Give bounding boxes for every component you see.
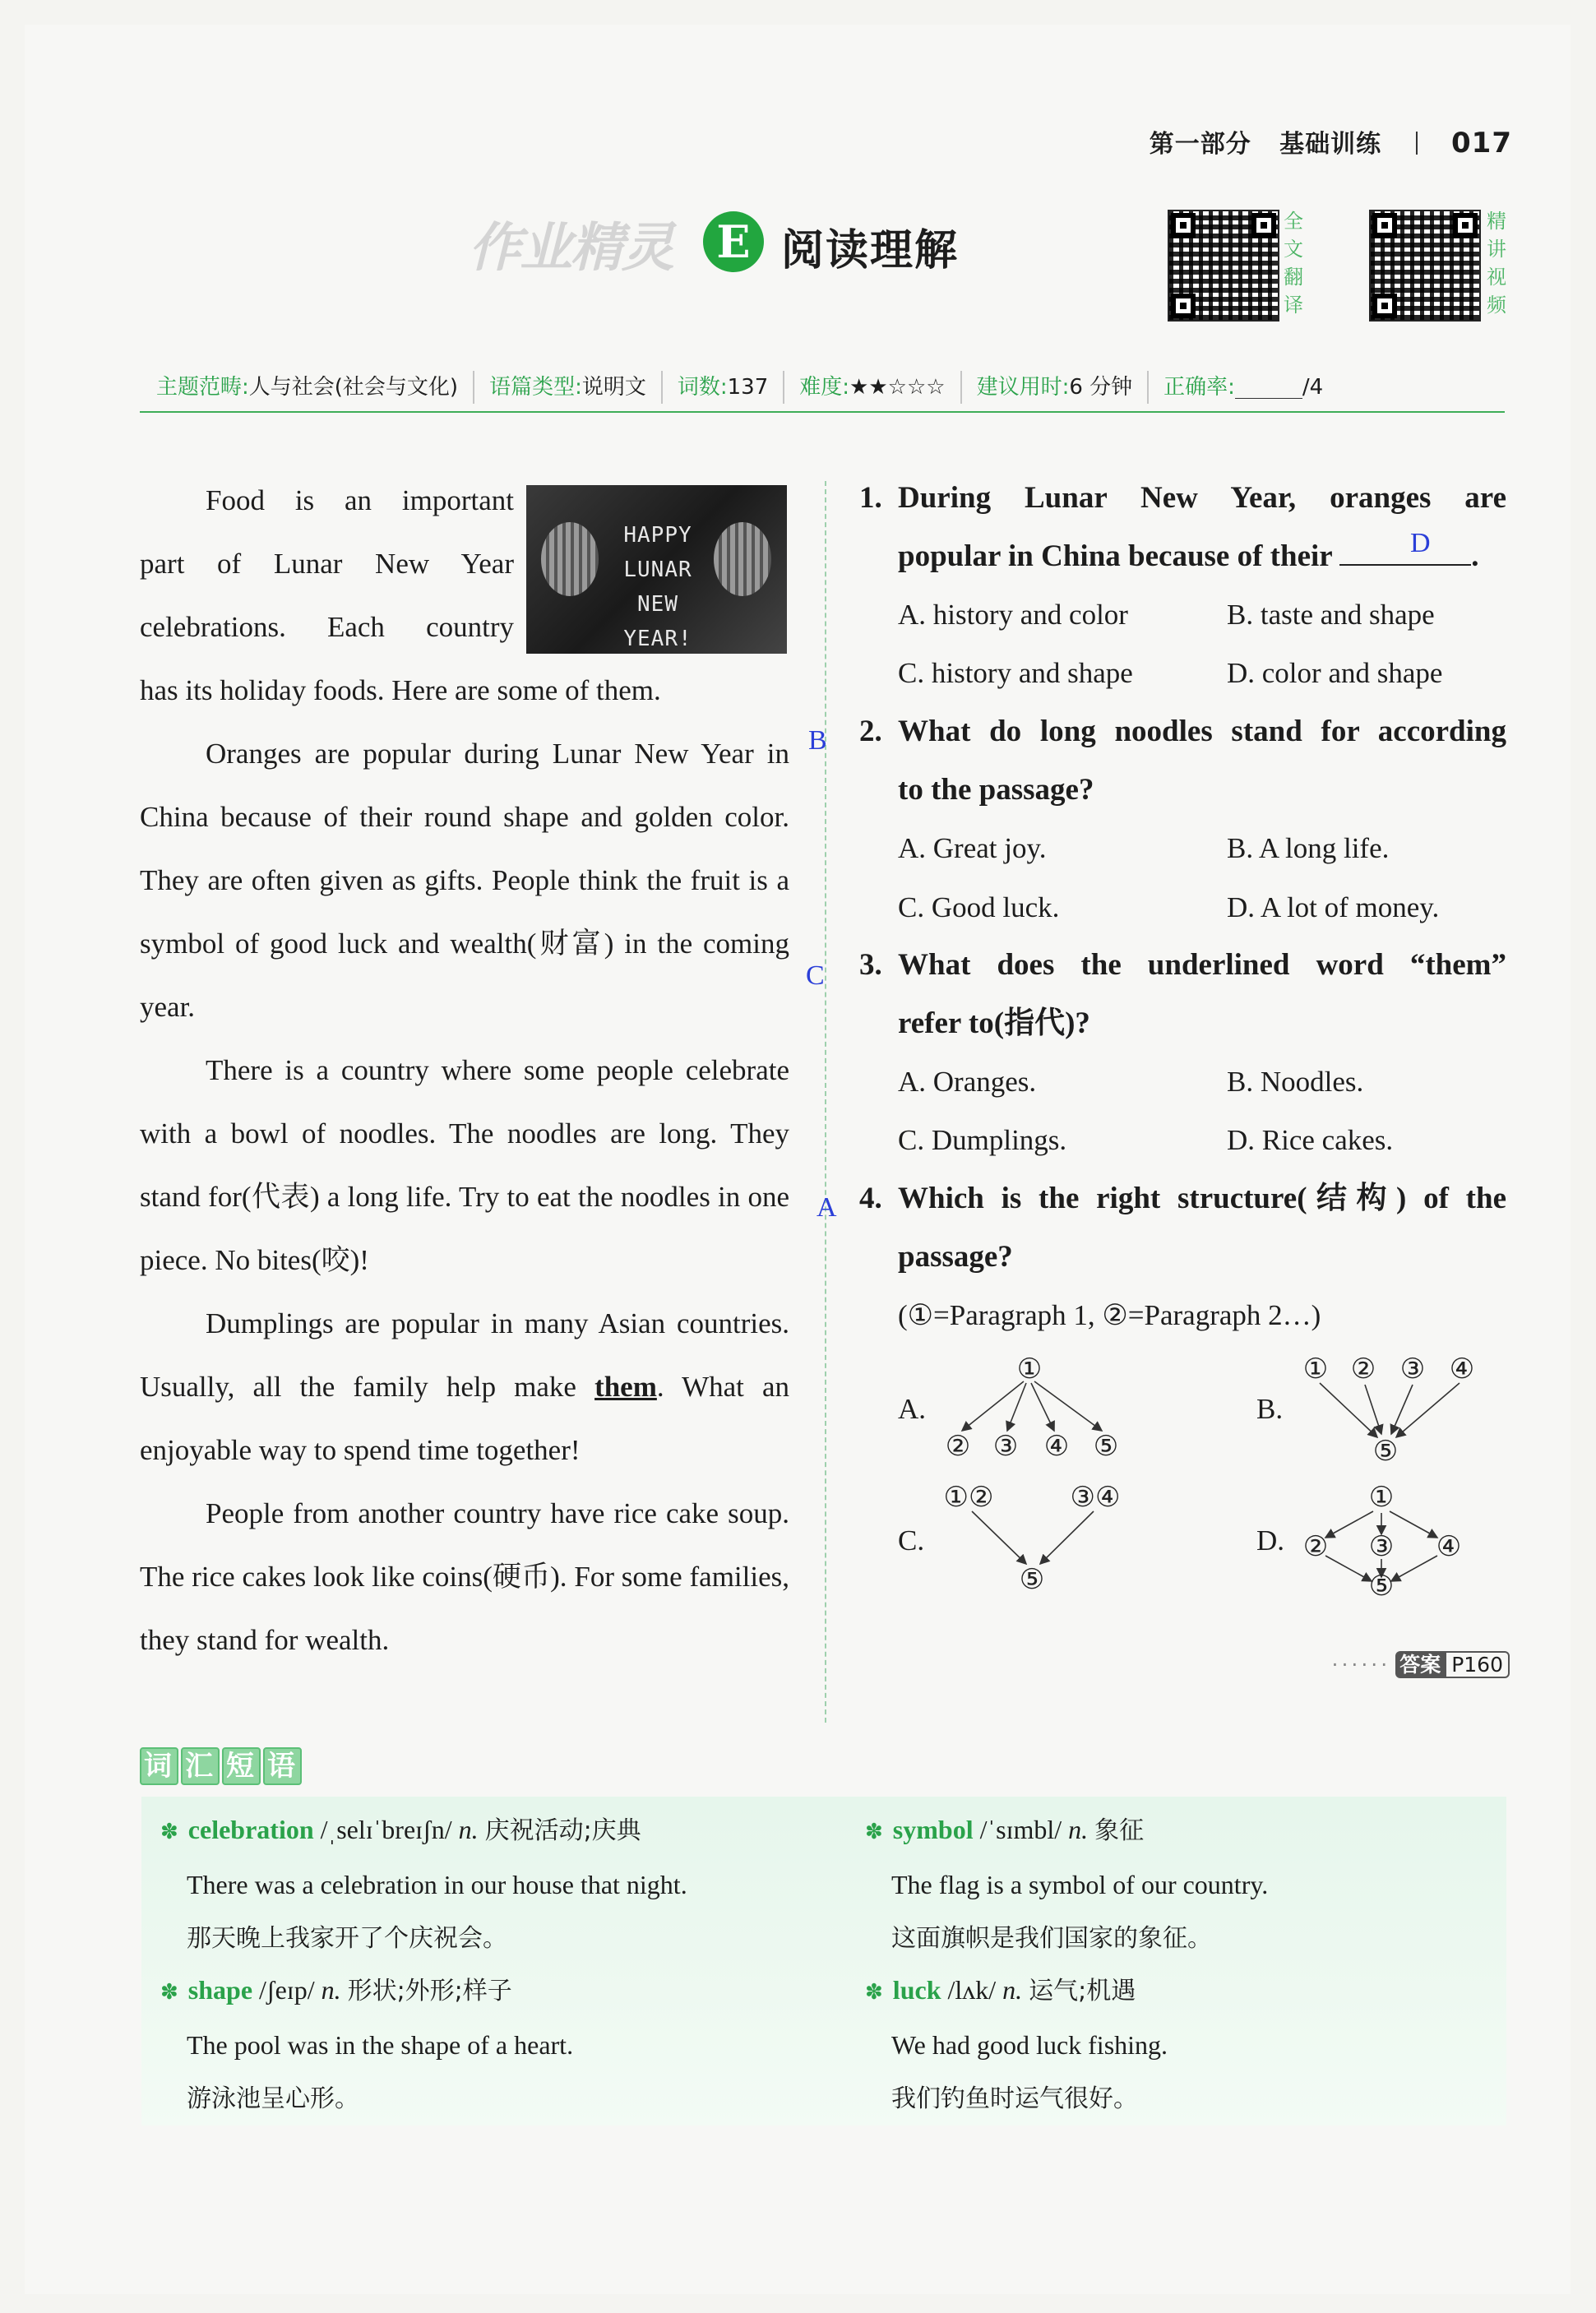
node-b-1: ① [1302, 1353, 1329, 1385]
q3-stem-2: refer to(指代)? [898, 1006, 1090, 1040]
accuracy-blank[interactable] [1235, 375, 1302, 399]
underlined-word: them [594, 1371, 657, 1403]
answer-mark-q1: D [1410, 528, 1431, 558]
q1-option-a[interactable]: A. history and color [898, 599, 1128, 631]
q4-hint: (①=Paragraph 1, ②=Paragraph 2…) [898, 1299, 1321, 1331]
q4-option-d[interactable]: D. [1256, 1524, 1285, 1557]
theme-cell: 主题范畴:人与社会(社会与文化) [156, 375, 459, 400]
node-b-3: ③ [1399, 1353, 1426, 1385]
q3-option-d[interactable]: D. Rice cakes. [1227, 1124, 1394, 1156]
qr-finder [1372, 213, 1397, 238]
node-d-2: ② [1302, 1530, 1329, 1563]
q3-option-a[interactable]: A. Oranges. [898, 1066, 1037, 1098]
vocab-entry-luck: ✽ luck /lʌk/ n. 运气;机遇 We had good luck fishing. 我们钓鱼时运气很好。 [865, 1975, 1168, 2113]
node-a-3: ③ [992, 1430, 1019, 1463]
watermark: 作业精灵 [469, 218, 673, 279]
node-d-4: ④ [1436, 1530, 1462, 1563]
text-type-cell: 语篇类型:说明文 [473, 371, 661, 404]
q1-number: 1. [859, 481, 882, 515]
vocab-entry-symbol: ✽ symbol /ˈsɪmbl/ n. 象征 The flag is a symbol of our country. 这面旗帜是我们国家的象征。 [865, 1815, 1269, 1953]
node-a-4: ④ [1043, 1430, 1070, 1463]
q1-option-c[interactable]: C. history and shape [898, 657, 1133, 689]
answer-reference[interactable]: ······ 答案 P160 [1332, 1649, 1510, 1678]
q3-option-c[interactable]: C. Dumplings. [898, 1124, 1067, 1156]
accuracy-cell: 正确率: /4 [1147, 371, 1338, 404]
vocab-entry-celebration: ✽ celebration /ˌselɪˈbreɪʃn/ n. 庆祝活动;庆典 There was a celebration in our house that night. 那天晚上我家开了个庆祝会。 [160, 1815, 687, 1953]
subsection-label: 基础训练 [1279, 130, 1382, 159]
qr-finder [1453, 213, 1478, 238]
header-divider [1416, 132, 1418, 155]
answer-mark-q3: C [806, 960, 825, 991]
q3-stem: What does the underlined word “them” [898, 948, 1506, 982]
q4-option-b[interactable]: B. [1256, 1393, 1284, 1425]
q2-option-b[interactable]: B. A long life. [1227, 832, 1390, 864]
qr-finder [1372, 294, 1397, 318]
q1-stem: During Lunar New Year, oranges are [898, 481, 1506, 515]
section-label: 第一部分 [1149, 130, 1251, 159]
qr-code-translation[interactable] [1168, 210, 1279, 322]
q3-option-b[interactable]: B. Noodles. [1227, 1066, 1364, 1098]
q2-option-d[interactable]: D. A lot of money. [1227, 891, 1440, 923]
qr-finder [1171, 213, 1196, 238]
q1-stem-2: popular in China because of their . [898, 539, 1479, 573]
answer-page: P160 [1445, 1651, 1510, 1678]
node-a-1: ① [1016, 1353, 1043, 1385]
answer-mark-q2: B [808, 725, 827, 756]
node-c-34: ③④ [1070, 1481, 1121, 1514]
section-badge: E [703, 211, 764, 272]
qr-label-translation: 全 文 翻 译 [1284, 210, 1303, 317]
q2-stem-2: to the passage? [898, 773, 1094, 807]
node-c-5: ⑤ [1019, 1563, 1045, 1596]
node-c-12: ①② [943, 1481, 994, 1514]
answer-mark-q4: A [817, 1192, 837, 1223]
paragraph-5: People from another country have rice cake soup. The rice cakes look like coins(硬币). For some families, they stand for wealth. [140, 1497, 789, 1656]
paragraph-3: There is a country where some people celebrate with a bowl of noodles. The noodles are long. They stand for(代表) a long life. Try to eat the noodles in one piece. No bites(咬)! [140, 1054, 789, 1276]
node-d-3: ③ [1368, 1530, 1395, 1563]
node-d-1: ① [1368, 1481, 1395, 1514]
page-number: 017 [1451, 127, 1512, 160]
structure-diagrams [929, 1348, 1505, 1603]
q4-number: 4. [859, 1182, 882, 1215]
q4-stem: Which is the right structure(结构) of the [898, 1182, 1506, 1215]
q1-option-d[interactable]: D. color and shape [1227, 657, 1443, 689]
node-a-2: ② [945, 1430, 971, 1463]
node-b-2: ② [1350, 1353, 1376, 1385]
qr-code-video[interactable] [1369, 210, 1481, 322]
node-b-5: ⑤ [1372, 1435, 1399, 1468]
q4-option-a[interactable]: A. [898, 1393, 927, 1425]
q2-stem: What do long noodles stand for according [898, 715, 1506, 748]
node-d-5: ⑤ [1368, 1570, 1395, 1603]
word-count-cell: 词数:137 [661, 371, 783, 404]
q1-option-b[interactable]: B. taste and shape [1227, 599, 1435, 631]
q2-option-c[interactable]: C. Good luck. [898, 891, 1060, 923]
difficulty-cell: 难度:★★☆☆☆ [783, 371, 960, 404]
answer-tag: 答案 [1395, 1651, 1445, 1678]
q2-option-a[interactable]: A. Great joy. [898, 832, 1047, 864]
paragraph-4: Dumplings are popular in many Asian countries. Usually, all the family help make them. What an enjoyable way to spend time together! [140, 1307, 790, 1466]
q1-blank[interactable] [1339, 539, 1471, 566]
time-cell: 建议用时:6 分钟 [960, 371, 1148, 404]
info-bar [140, 363, 1505, 413]
qr-label-video: 精 讲 视 频 [1487, 210, 1506, 317]
paragraph-2: Oranges are popular during Lunar New Year in China because of their round shape and golden color. They are often given as gifts. People think the fruit is a symbol of good luck and wealth(财富) in the coming year. [140, 738, 789, 1023]
node-a-5: ⑤ [1093, 1430, 1119, 1463]
q4-option-c[interactable]: C. [898, 1524, 925, 1557]
node-b-4: ④ [1449, 1353, 1475, 1385]
page-title: 阅读理解 [781, 226, 960, 275]
vocab-entry-shape: ✽ shape /ʃeɪp/ n. 形状;外形;样子 The pool was in the shape of a heart. 游泳池呈心形。 [160, 1975, 574, 2113]
qr-finder [1171, 294, 1196, 318]
paragraph-1: Food is an important part of Lunar New Year celebrations. Each country [140, 484, 514, 643]
q2-number: 2. [859, 715, 882, 748]
vocab-heading: 词 汇 短 语 [140, 1747, 304, 1785]
q4-stem-2: passage? [898, 1240, 1013, 1274]
q3-number: 3. [859, 948, 882, 982]
paragraph-1-end: has its holiday foods. Here are some of them. [140, 674, 661, 706]
qr-finder [1251, 213, 1276, 238]
reading-passage [140, 469, 789, 1672]
column-divider [825, 481, 826, 1723]
page-header [1150, 123, 1512, 160]
image-caption: HAPPY LUNAR NEW YEAR! [623, 523, 692, 651]
